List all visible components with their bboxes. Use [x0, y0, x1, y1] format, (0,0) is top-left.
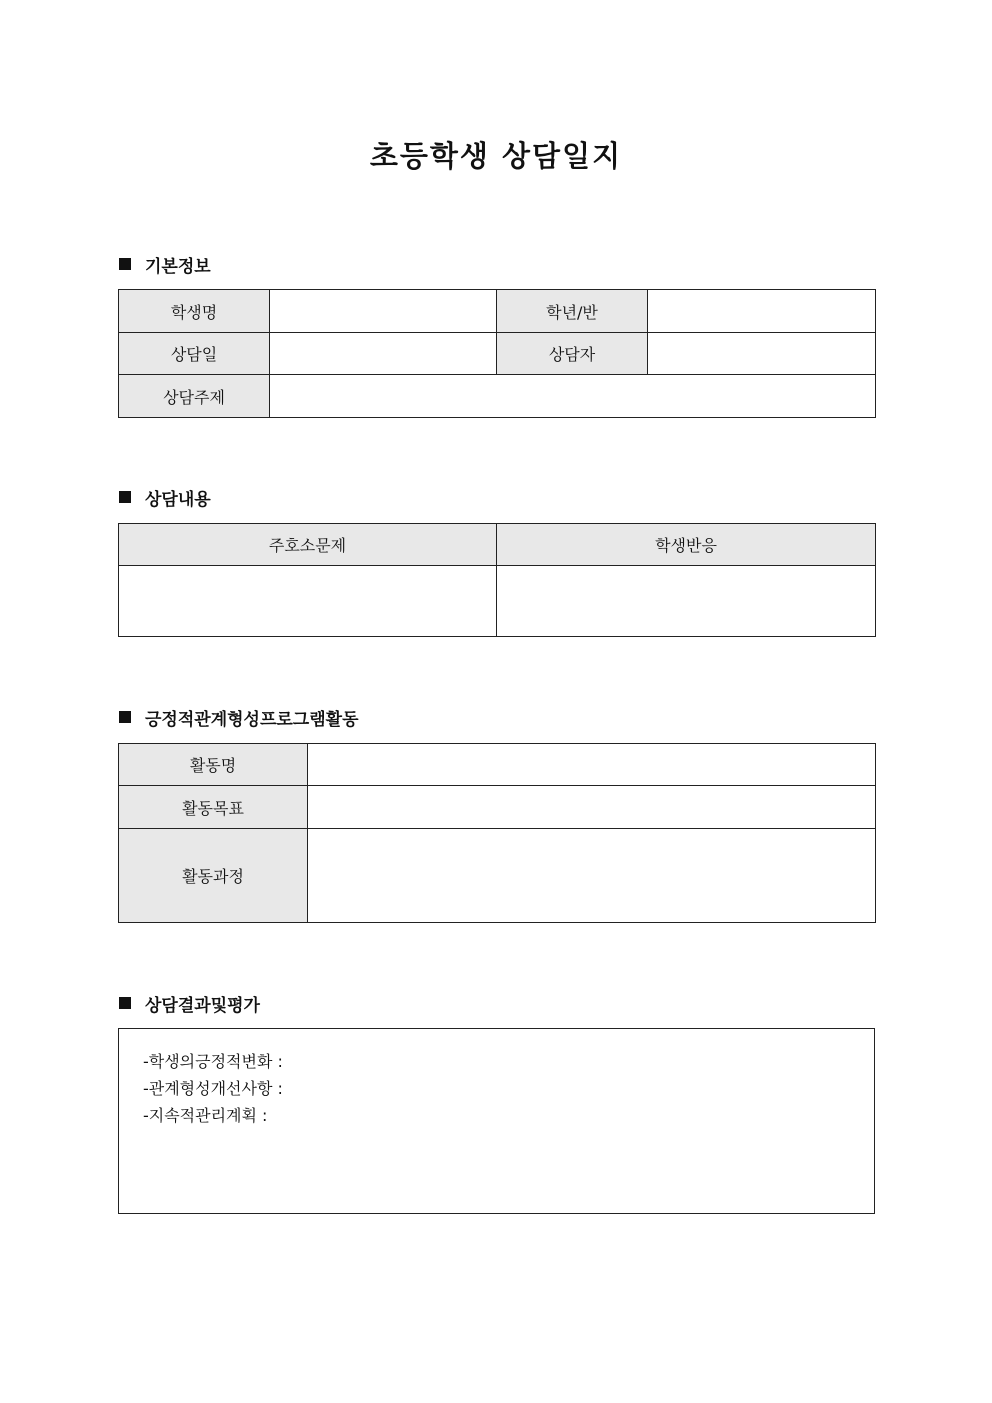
page-title: 초등학생 상담일지 — [369, 139, 623, 173]
square-bullet-icon — [119, 491, 131, 503]
positive-change-line: -학생의긍정적변화 : — [143, 1052, 283, 1071]
ongoing-management-line: -지속적관리계획 : — [143, 1106, 268, 1125]
section-heading-counsel-content — [119, 485, 211, 509]
counselor-field[interactable] — [648, 333, 876, 375]
counsel-date-field[interactable] — [270, 333, 497, 375]
section-title: 긍정적관계형성프로그램활동 — [145, 709, 359, 730]
basic-info-table — [118, 289, 876, 418]
relationship-improvement-line: -관계형성개선사항 : — [143, 1079, 283, 1098]
result-evaluation-box[interactable] — [118, 1028, 875, 1214]
activity-goal-field[interactable] — [308, 786, 876, 829]
main-problem-field[interactable] — [119, 566, 497, 637]
section-title: 상담내용 — [145, 489, 211, 510]
activity-name-field[interactable] — [308, 744, 876, 786]
counsel-topic-label: 상담주제 — [119, 375, 270, 418]
counselor-label: 상담자 — [497, 333, 648, 375]
student-name-field[interactable] — [270, 290, 497, 333]
activity-process-label: 활동과정 — [119, 829, 308, 923]
student-reaction-header: 학생반응 — [497, 524, 876, 566]
counsel-content-table — [118, 523, 876, 637]
section-heading-program-activity — [119, 705, 359, 729]
activity-goal-label: 활동목표 — [119, 786, 308, 829]
square-bullet-icon — [119, 711, 131, 723]
section-title: 기본정보 — [145, 256, 211, 277]
student-name-label: 학생명 — [119, 290, 270, 333]
section-heading-result-evaluation — [119, 991, 260, 1015]
section-title: 상담결과및평가 — [145, 995, 260, 1016]
activity-name-label: 활동명 — [119, 744, 308, 786]
section-heading-basic-info — [119, 252, 211, 276]
activity-process-field[interactable] — [308, 829, 876, 923]
square-bullet-icon — [119, 997, 131, 1009]
square-bullet-icon — [119, 258, 131, 270]
grade-class-field[interactable] — [648, 290, 876, 333]
grade-class-label: 학년/반 — [497, 290, 648, 333]
counsel-date-label: 상담일 — [119, 333, 270, 375]
main-problem-header: 주호소문제 — [119, 524, 497, 566]
program-activity-table — [118, 743, 876, 923]
student-reaction-field[interactable] — [497, 566, 876, 637]
counsel-topic-field[interactable] — [270, 375, 876, 418]
